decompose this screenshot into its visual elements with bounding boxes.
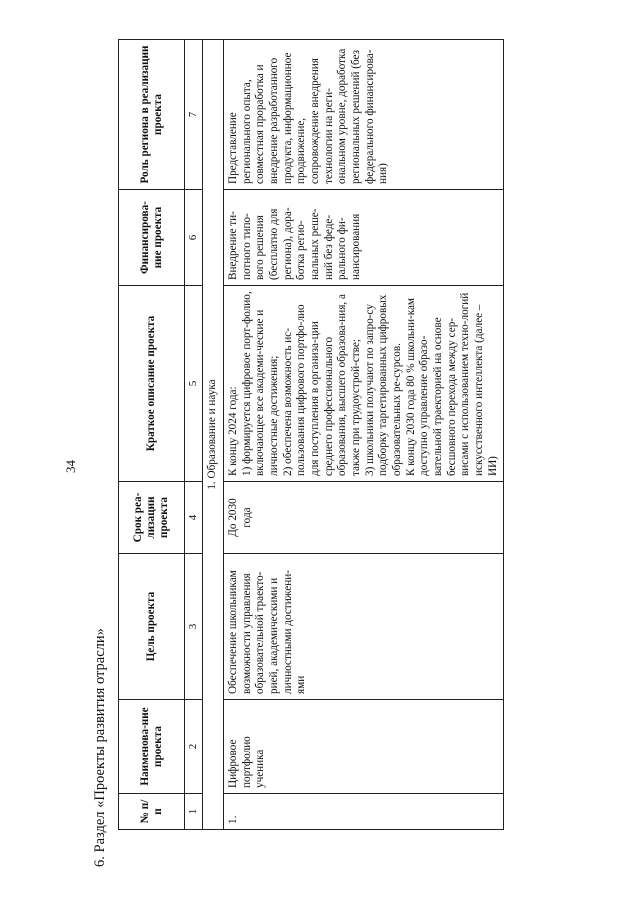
header-cell: Финансирова-ние проекта xyxy=(119,190,185,286)
header-cell: Наименова-ние проекта xyxy=(119,700,185,794)
category-row xyxy=(203,40,224,830)
column-number: 6 xyxy=(185,190,203,286)
project-financing: Внедрение ти-потного типо-вого решения (бесплатно для региона), дора-ботка регио-нальных реше-ний без феде-рального фи-нансирования xyxy=(224,190,504,286)
project-term: До 2030 года xyxy=(224,482,504,554)
project-name: Цифровое портфолио ученика xyxy=(224,700,504,794)
table-row xyxy=(224,40,504,830)
header-row xyxy=(119,40,185,830)
project-goal: Обеспечение школьникам возможности управления образовательной траекто-рией, академическими и личностными достижени-ями xyxy=(224,554,504,700)
header-cell: Краткое описание проекта xyxy=(119,286,185,482)
header-cell: № п/п xyxy=(119,794,185,830)
column-number: 7 xyxy=(185,40,203,190)
column-number: 4 xyxy=(185,482,203,554)
page-number: 34 xyxy=(63,460,78,473)
column-number: 1 xyxy=(185,794,203,830)
header-cell: Цель проекта xyxy=(119,554,185,700)
project-description: К концу 2024 года: 1) формируется цифровое порт-фолио, включающее все академи-ческие и личностные достижения; 2) обеспечена возможность ис-пользования цифрового портфо-лио для поступления в организа-ции среднего профессионального образования, высшего образова-ния, а также при трудоустрой-стве; 3) школьники получают по запро-су подборку таргетированных цифровых образовательных ре-сурсов. К концу 2030 года 80 % школьни-кам доступно управление образо-вательной траекторией на основе бесшовного перехода между сер-висами с использованием техно-логий искусственного интеллекта (далее – ИИ) xyxy=(224,286,504,482)
region-role: Представление регионального опыта, совместная проработка и внедрение разработанного продукта, информационное продвижение, сопровождение внедрения технологии на реги-ональном уровне, доработка региональных решений (без федерального финансирова-ния) xyxy=(224,40,504,190)
column-number: 2 xyxy=(185,700,203,794)
projects-table xyxy=(118,39,504,830)
header-cell: Роль региона в реализации проекта xyxy=(119,40,185,190)
section-title: 6. Раздел «Проекты развития отрасли» xyxy=(92,628,108,867)
column-number-row xyxy=(185,40,203,830)
column-number: 3 xyxy=(185,554,203,700)
row-number: 1. xyxy=(224,794,504,830)
category-cell: 1. Образование и наука xyxy=(203,40,224,830)
column-number: 5 xyxy=(185,286,203,482)
header-cell: Срок реа-лизации проекта xyxy=(119,482,185,554)
